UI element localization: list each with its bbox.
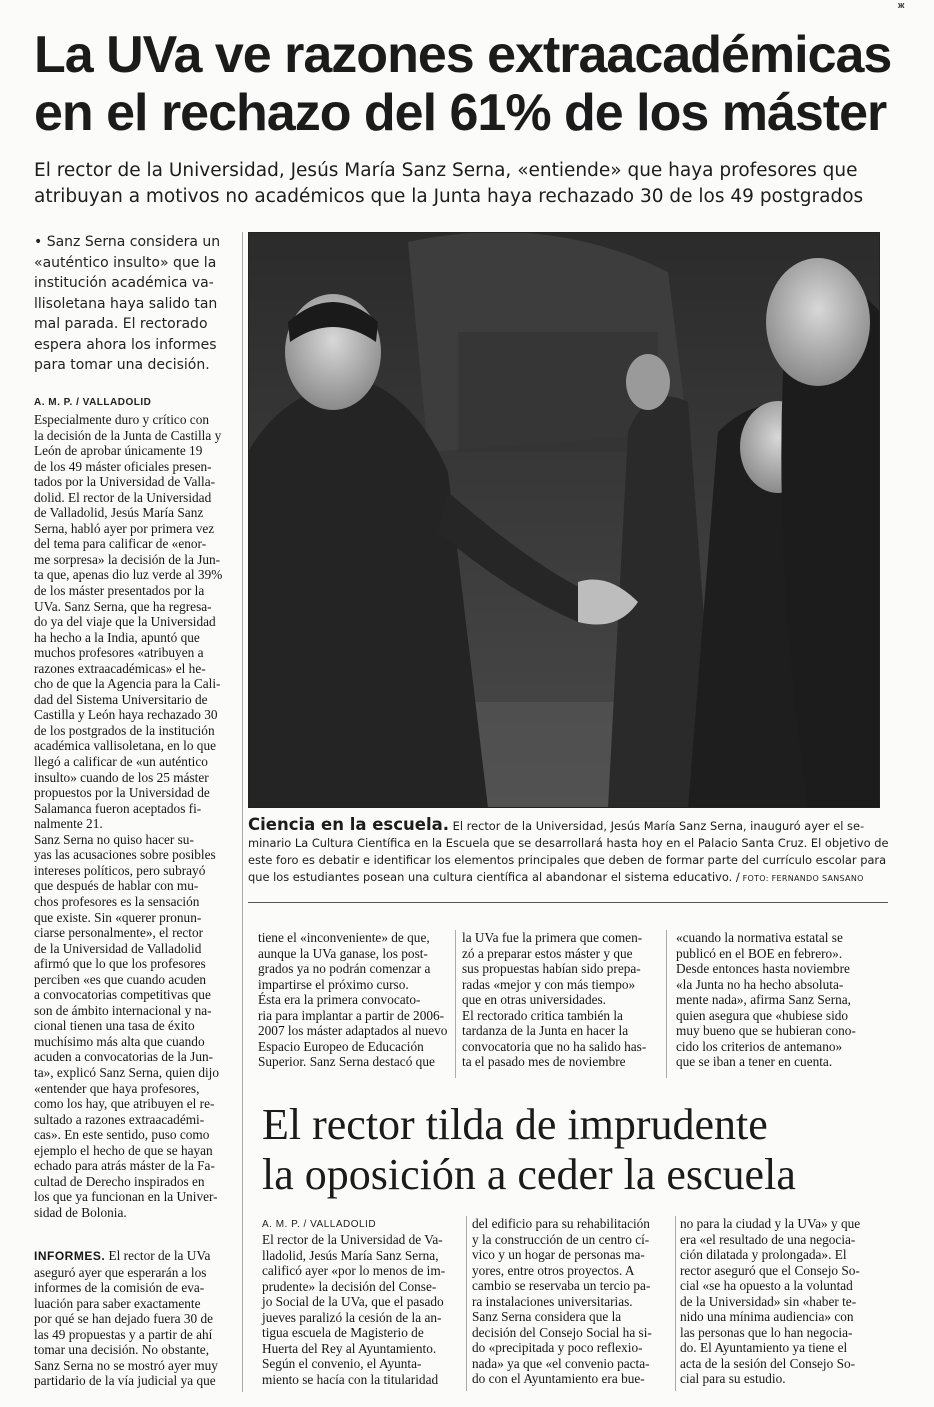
body-line: 2007 los máster adaptados al nuevo	[258, 1023, 448, 1039]
body-line: dad del Sistema Universitario de	[34, 691, 208, 707]
body-line: me sorpresa» la decisión de la Jun-	[34, 551, 221, 567]
photo-credit: FOTO: FERNANDO SANSANO	[739, 874, 864, 883]
body-line: como los hay, que atribuyen el re-	[34, 1096, 215, 1112]
body-line: echado para atrás máster de la Fa-	[34, 1158, 215, 1174]
body-line: sultado a razones extraacadémi-	[34, 1111, 205, 1127]
body-line: nalmente 21.	[34, 816, 103, 832]
body-line: ha hecho a la India, apuntó que	[34, 629, 200, 645]
news-photo	[248, 232, 880, 808]
body-line: cional tienen una tasa de éxito	[34, 1018, 195, 1034]
body-line: Castilla y León haya rechazado 30	[34, 707, 218, 723]
body-line: la UVa fue la primera que comen-	[462, 930, 643, 945]
body-line: cial «se ha opuesto a la voluntad	[680, 1278, 853, 1294]
body-line: vico y un hogar de personas ma-	[472, 1247, 645, 1263]
body-line: Huerta del Rey al Ayuntamiento.	[262, 1340, 437, 1356]
caption-title: Ciencia en la escuela.	[248, 815, 450, 834]
body-line: «la Junta no ha hecho absoluta-	[676, 976, 844, 992]
body-line: do ya del viaje que la Universidad	[34, 614, 216, 630]
headline2-line: El rector tilda de imprudente	[262, 1100, 768, 1149]
article-column-2	[258, 930, 448, 1070]
body-line: cial para su estudio.	[680, 1371, 786, 1387]
caption-rule	[248, 902, 888, 903]
body-line: do. El Ayuntamiento ya tiene el	[680, 1340, 848, 1356]
article-column-4	[676, 930, 876, 1070]
body-line: chos profesores es la sensación	[34, 893, 200, 909]
body-line: acuden a convocatorias de la Jun-	[34, 1049, 214, 1065]
body-line: cultad de Derecho inspirados en	[34, 1173, 205, 1189]
body-line: de la Universidad» sin «haber te-	[680, 1293, 857, 1309]
body-line: perciben «es que cuando acuden	[34, 971, 207, 987]
body-line: Sanz Serna no quiso hacer su-	[34, 831, 194, 847]
body-line: por qué se han dejado fuera 30 de	[34, 1311, 214, 1327]
body-line: que se iban a tener en cuenta.	[676, 1054, 833, 1070]
body-line: académica vallisoletana, en lo que	[34, 738, 217, 754]
body-line: ta el pasado mes de noviembre	[462, 1054, 626, 1070]
caption-line: este foro es debatir e identificar los elementos principales que deben de formar parte del currículo escolar para	[248, 853, 887, 867]
article2-column-2	[472, 1216, 672, 1387]
photo-scene	[248, 232, 880, 808]
body-line: zó a preparar estos máster y que	[462, 945, 633, 961]
body-line: cido los criterios de antemano»	[676, 1038, 843, 1054]
body-line: cas». En este sentido, puso como	[34, 1127, 210, 1143]
body-line: informes de la comisión de eva-	[34, 1280, 205, 1296]
body-line: miento se hacía con la titularidad	[262, 1371, 439, 1387]
body-line: tados por la Universidad de Valla-	[34, 474, 216, 490]
body-line: son de ámbito internacional y na-	[34, 1002, 212, 1018]
body-line: Salamanca fueron aceptados fi-	[34, 800, 202, 816]
headline-line: La UVa ve razones extraacadémicas	[34, 26, 892, 84]
body-line: razones extraacadémicas» el he-	[34, 660, 206, 676]
informes-paragraph	[34, 1248, 234, 1389]
body-line: «cuando la normativa estatal se	[676, 930, 843, 945]
body-line: los que ya funcionan en la Univer-	[34, 1189, 218, 1205]
body-line: Serna, habló ayer por primera vez	[34, 520, 215, 536]
body-line: llegó a calificar de «un auténtico	[34, 754, 208, 770]
body-line: partidario de la vía judicial ya que	[34, 1373, 216, 1389]
body-line: de la Universidad de Valladolid	[34, 940, 202, 956]
body-line: ejemplo el hecho de que se hayan	[34, 1142, 213, 1158]
body-line: muy bueno que se hubieran cono-	[676, 1023, 856, 1039]
body-line: decisión del Consejo Social ha si-	[472, 1324, 652, 1340]
body-line: Según el convenio, el Ayunta-	[262, 1356, 422, 1372]
byline: A. M. P. / VALLADOLID	[34, 397, 152, 408]
summary-line: • Sanz Serna considera un	[34, 234, 221, 250]
subheadline	[34, 158, 914, 210]
body-line: del tema para calificar de «enor-	[34, 536, 207, 552]
caption-line: El rector de la Universidad, Jesús María Sanz Serna, inauguró ayer el se-	[449, 819, 865, 833]
body-line: a convocatorias competitivas que	[34, 987, 211, 1003]
body-line: UVa. Sanz Serna, que ha regresa-	[34, 598, 212, 614]
body-line: sidad de Bolonia.	[34, 1204, 127, 1220]
body-line: prudente» la decisión del Conse-	[262, 1278, 437, 1294]
body-line: yores, entre otros proyectos. A	[472, 1262, 635, 1278]
body-line: no para la ciudad y la UVa» y que	[680, 1216, 861, 1231]
caption-line: que los estudiantes posean una cultura científica al abandonar el sistema educativo. /	[248, 870, 740, 884]
body-line: del edificio para su rehabilitación	[472, 1216, 650, 1231]
body-line: luación para saber exactamente	[34, 1295, 201, 1311]
body-line: cho de que la Agencia para la Cali-	[34, 676, 221, 692]
second-headline	[262, 1100, 902, 1200]
body-line: radas «mejor y con más tiempo»	[462, 976, 636, 992]
body-line: Superior. Sanz Serna destacó que	[258, 1054, 435, 1070]
body-line: grados ya no podrán comenzar a	[258, 961, 431, 977]
body-line: Sanz Serna considera que la	[472, 1309, 622, 1325]
body-line: cambio se reservaba un tercio pa-	[472, 1278, 651, 1294]
body-line: ción dilatada y prolongada». El	[680, 1247, 847, 1263]
column-divider	[675, 1216, 676, 1391]
body-line: sus propuestas habían sido prepa-	[462, 961, 641, 977]
body-line: El rector de la UVa	[105, 1248, 211, 1263]
body-line: afirmó que lo que los profesores	[34, 956, 206, 972]
subhead-line: atribuyan a motivos no académicos que la Junta haya rechazado 30 de los 49 postgrados	[34, 186, 864, 207]
body-line: Sanz Serna no se mostró ayer muy	[34, 1357, 218, 1373]
body-line: nido una mínima audiencia» con	[680, 1309, 854, 1325]
body-line: León de aprobar únicamente 19	[34, 443, 203, 459]
body-line: y la construcción de un centro cí-	[472, 1231, 650, 1247]
body-line: que existe. Sin «querer pronun-	[34, 909, 202, 925]
body-line: aseguró ayer que esperarán a los	[34, 1264, 207, 1280]
body-line: ra instalaciones universitarias.	[472, 1293, 633, 1309]
summary-line: «auténtico insulto» que la	[34, 254, 217, 271]
body-line: yas las acusaciones sobre posibles	[34, 847, 216, 863]
headline2-line: la oposición a ceder la escuela	[262, 1150, 796, 1199]
body-line: ria para implantar a partir de 2006-	[258, 1007, 445, 1023]
column-divider	[666, 930, 667, 1078]
body-line: ta que, apenas dio luz verde al 39%	[34, 567, 223, 583]
body-line: jueves paralizó la cesión de la an-	[262, 1309, 442, 1325]
column-divider	[242, 232, 243, 1392]
body-line: intereses políticos, pero subrayó	[34, 862, 206, 878]
body-line: tiene el «inconveniente» de que,	[258, 930, 430, 945]
body-line: publicó en el BOE en febrero».	[676, 945, 843, 961]
body-line: Desde entonces hasta noviembre	[676, 961, 850, 977]
column-divider	[466, 1216, 467, 1391]
body-line: convocatoria que no ha salido has-	[462, 1038, 647, 1054]
body-line: impartirse el próximo curso.	[258, 976, 409, 992]
body-line: muchísimo más alta que cuando	[34, 1033, 205, 1049]
body-line: que después de hablar con mu-	[34, 878, 199, 894]
body-line: quien asegura que «hubiese sido	[676, 1007, 849, 1023]
body-line: calificó ayer «por lo menos de im-	[262, 1263, 446, 1279]
body-line: ciarse personalmente», el rector	[34, 925, 204, 941]
corner-mark: ж	[898, 0, 905, 10]
body-line: nada» ya que «el convenio pacta-	[472, 1355, 650, 1371]
headline-line: en el rechazo del 61% de los máster	[34, 84, 887, 142]
summary-line: llisoletana haya salido tan	[34, 295, 218, 312]
body-line: que en otras universidades.	[462, 992, 607, 1008]
body-line: la decisión de la Junta de Castilla y	[34, 427, 222, 443]
body-line: El rector de la Universidad de Va-	[262, 1232, 443, 1247]
article-column-1	[34, 412, 234, 1220]
column-divider	[455, 930, 456, 1078]
headline	[34, 26, 914, 142]
body-line: El rectorado critica también la	[462, 1007, 623, 1023]
summary-box	[34, 232, 224, 376]
summary-line: institución académica va-	[34, 275, 214, 291]
body-line: rector aseguró que el Consejo So-	[680, 1262, 860, 1278]
body-line: propuestos por la Universidad de	[34, 785, 210, 801]
summary-line: para tomar una decisión.	[34, 357, 210, 373]
body-line: lladolid, Jesús María Sanz Serna,	[262, 1247, 439, 1263]
body-line: mente nada», afirma Sanz Serna,	[676, 992, 852, 1008]
body-line: aunque la UVa ganase, los post-	[258, 945, 428, 961]
body-line: acta de la sesión del Consejo So-	[680, 1355, 856, 1371]
caption-line: minario La Cultura Científica en la Escuela que se desarrollará hasta hoy en el Palacio Santa Cruz. El objetivo de	[248, 836, 889, 850]
body-line: insulto» cuando de los 25 máster	[34, 769, 209, 785]
byline-2: A. M. P. / VALLADOLID	[262, 1219, 377, 1230]
summary-line: espera ahora los informes	[34, 336, 217, 353]
body-line: las personas que lo han negocia-	[680, 1324, 853, 1340]
photo-caption	[248, 816, 888, 887]
article2-column-1	[262, 1232, 462, 1387]
informes-lead: INFORMES.	[34, 1249, 106, 1263]
body-line: tardanza de la Junta en hacer la	[462, 1023, 629, 1039]
article2-column-3	[680, 1216, 880, 1387]
body-line: «entender que haya profesores,	[34, 1080, 200, 1096]
body-line: do «precipitada y poco reflexio-	[472, 1340, 643, 1356]
body-line: do con el Ayuntamiento era bue-	[472, 1371, 645, 1387]
body-line: las 49 propuestas y a partir de ahí	[34, 1326, 213, 1342]
article-column-3	[462, 930, 662, 1070]
body-line: tomar una decisión. No obstante,	[34, 1342, 210, 1358]
body-line: tigua escuela de Magisterio de	[262, 1325, 424, 1341]
summary-line: mal parada. El rectorado	[34, 316, 208, 332]
body-line: dolid. El rector de la Universidad	[34, 489, 212, 505]
body-line: muchos profesores «atribuyen a	[34, 645, 204, 661]
subhead-line: El rector de la Universidad, Jesús María Sanz Serna, «entiende» que haya profesores que	[34, 160, 858, 181]
body-line: ta», explicó Sanz Serna, quien dijo	[34, 1064, 220, 1080]
body-line: jo Social de la UVa, que el pasado	[262, 1294, 444, 1310]
body-line: Ésta era la primera convocato-	[258, 992, 421, 1008]
body-line: de los máster presentados por la	[34, 583, 205, 599]
body-line: de Valladolid, Jesús María Sanz	[34, 505, 204, 521]
body-line: Especialmente duro y crítico con	[34, 412, 210, 427]
body-line: de los 49 máster oficiales presen-	[34, 458, 212, 474]
body-line: de los postgrados de la institución	[34, 722, 215, 738]
body-line: Espacio Europeo de Educación	[258, 1038, 424, 1054]
body-line: era «el resultado de una negocia-	[680, 1231, 856, 1247]
